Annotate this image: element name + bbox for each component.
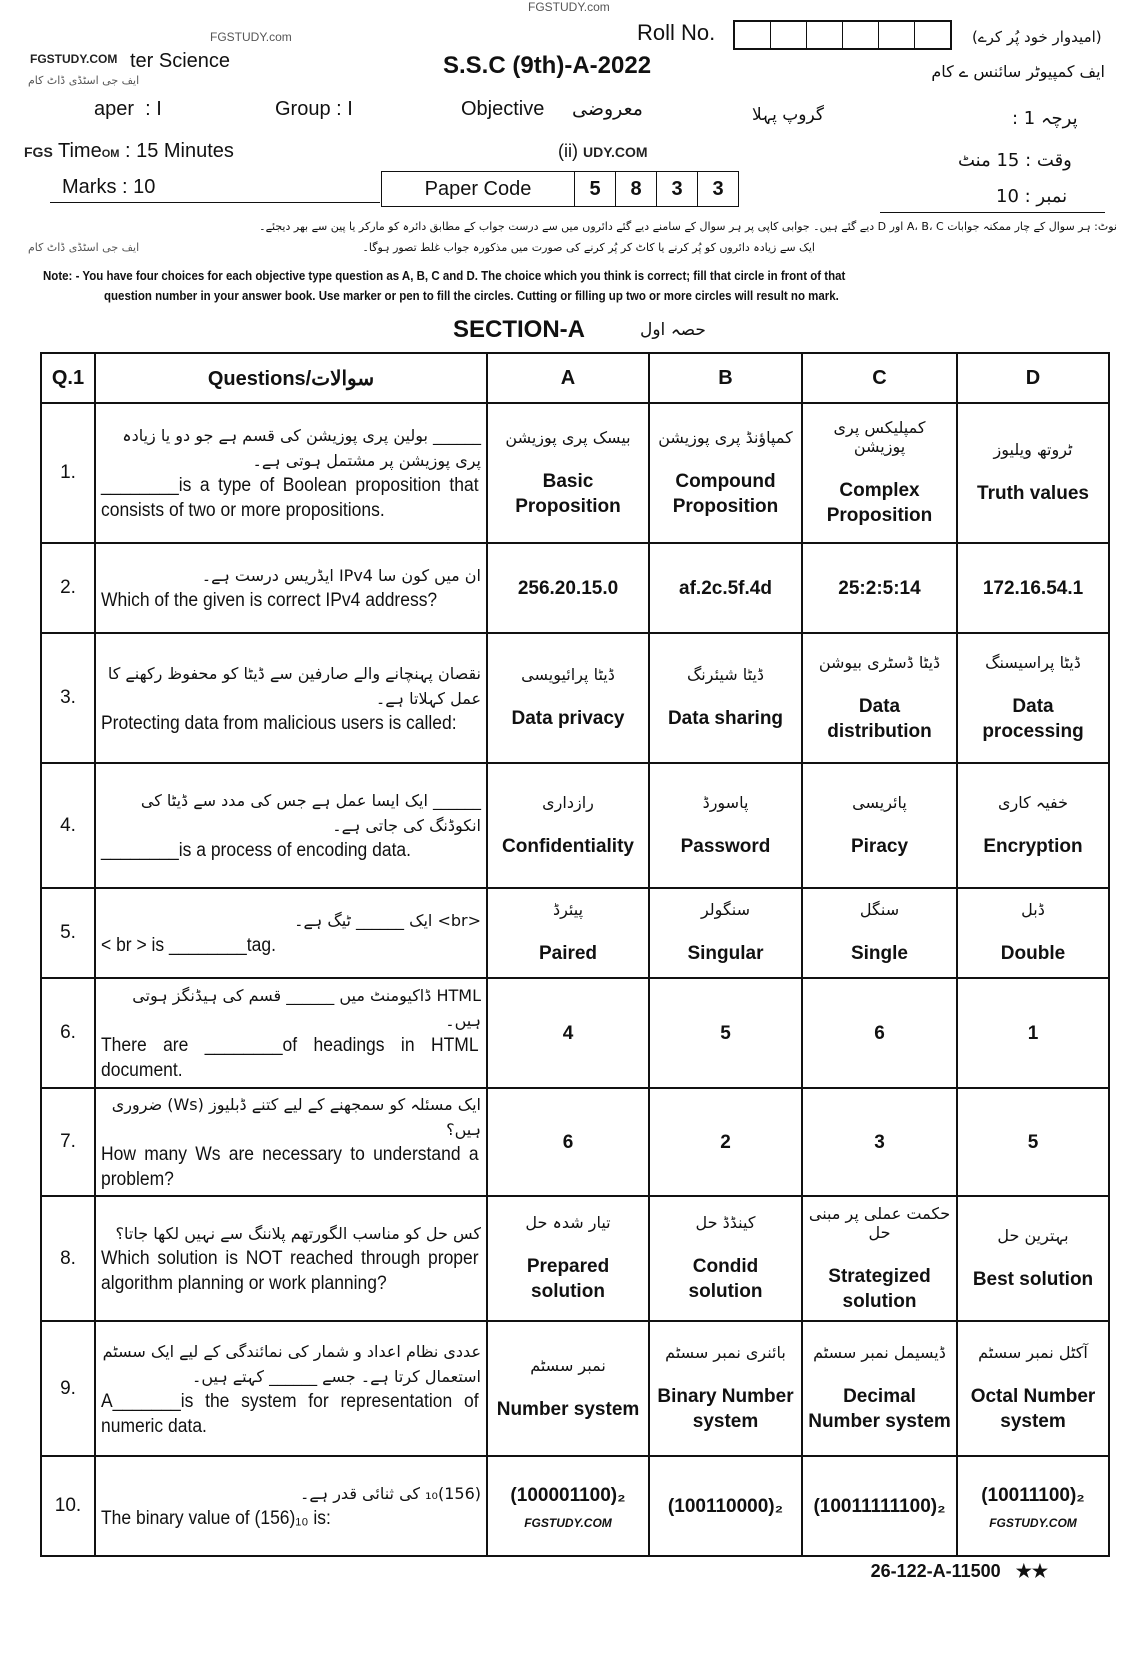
roll-note-urdu: (امیدوار خود پُر کرے) xyxy=(972,28,1102,46)
option-a xyxy=(487,1196,649,1321)
option-urdu: تیار شدہ حل xyxy=(525,1213,611,1232)
question-cell xyxy=(95,1088,487,1196)
option-english: Data distribution xyxy=(827,695,932,742)
marks-urdu: نمبر : 10 xyxy=(996,186,1068,207)
option-urdu: ڈیٹا پراسیسنگ xyxy=(985,652,1081,672)
section-title-urdu: حصہ اول xyxy=(640,320,706,340)
option-d xyxy=(957,978,1109,1088)
option-a xyxy=(487,1321,649,1456)
option-urdu: نمبر سسٹم xyxy=(530,1355,606,1375)
option-a xyxy=(487,1456,649,1556)
option-english: (100110000)₂ xyxy=(667,1495,784,1517)
subject-urdu: ایف کمپیوٹر سائنس ے کام xyxy=(931,62,1105,81)
group-urdu: گروپ پہلا xyxy=(752,105,824,125)
paper-code-label: Paper Code xyxy=(382,172,575,206)
question-cell xyxy=(95,1456,487,1556)
option-urdu: خفیہ کاری xyxy=(997,792,1068,812)
note-urdu-2: ایک سے زیادہ دائروں کو پُر کرنے یا کاٹ کر پُر کرنے کی صورت میں مذکورہ جواب غلط تصور ہوگا۔ xyxy=(362,241,815,254)
question-cell xyxy=(95,978,487,1088)
paper-label xyxy=(94,98,162,121)
option-c xyxy=(802,978,957,1088)
question-cell xyxy=(95,888,487,978)
option-english: (10011100)₂ xyxy=(981,1484,1085,1506)
option-urdu: سنگولر xyxy=(700,900,751,919)
option-urdu: ڈیٹا پرائیویسی xyxy=(521,665,615,684)
question-urdu: (156)₁₀ کی ثنائی قدر ہے۔ xyxy=(299,1484,481,1503)
table-row xyxy=(41,978,1109,1088)
table-row xyxy=(41,1456,1109,1556)
question-english: How many Ws are necessary to understand a problem? xyxy=(101,1144,479,1190)
paper-urdu xyxy=(1012,108,1078,129)
watermark-top: FGSTUDY.com xyxy=(528,0,610,14)
option-english: Data privacy xyxy=(511,708,625,729)
roll-no-label: Roll No. xyxy=(637,20,716,45)
option-english: Compound Proposition xyxy=(672,470,779,517)
paper-code-box xyxy=(381,171,739,207)
marks-label: Marks : 10 xyxy=(62,176,156,198)
header-qno: Q.1 xyxy=(41,353,95,403)
option-urdu: کینڈڈ حل xyxy=(695,1213,756,1232)
time-label xyxy=(24,140,234,163)
question-number: 7. xyxy=(41,1088,95,1196)
option-c xyxy=(802,633,957,763)
option-c xyxy=(802,763,957,888)
option-urdu: پائریسی xyxy=(852,792,907,812)
note-en-1: Note: - You have four choices for each objective type question as A, B, C and D. The choice which you think is correct; fill that circle in front of that xyxy=(43,269,846,283)
question-english: Which solution is NOT reached through proper algorithm planning or work planning? xyxy=(101,1248,479,1294)
group-label: Group : I xyxy=(275,98,353,120)
question-urdu: ______ بولین پری پوزیشن کی قسم ہے جو دو یا زیادہ پری پوزیشن پر مشتمل ہوتی ہے۔ xyxy=(122,426,481,470)
table-row xyxy=(41,403,1109,543)
part-text: (ii) xyxy=(558,141,578,161)
question-cell xyxy=(95,763,487,888)
question-english: There are ________of headings in HTML document. xyxy=(101,1035,479,1081)
option-d xyxy=(957,633,1109,763)
option-urdu: ڈیسیمل نمبر سسٹم xyxy=(813,1343,946,1362)
paper-value: : I xyxy=(145,98,162,120)
watermark-subject: FGSTUDY.COM xyxy=(30,52,118,66)
option-d xyxy=(957,1088,1109,1196)
footer-stars: ★★ xyxy=(1015,1561,1048,1581)
option-b xyxy=(649,403,802,543)
option-english: Strategized solution xyxy=(828,1265,931,1312)
note-urdu-1: نوٹ: ہر سوال کے چار ممکنہ جوابات A، B، C اور D دیے گئے ہیں۔ جوابی کاپی پر ہر سوال کے سامنے دیے گئے دائروں میں سے درست جواب کے مطابق دائرہ کو مارکر یا پین سے بھر دیجئے۔ xyxy=(259,220,1117,233)
option-english: Confidentiality xyxy=(502,835,634,857)
option-b xyxy=(649,888,802,978)
watermark-udy: UDY.COM xyxy=(583,144,648,160)
option-d xyxy=(957,763,1109,888)
option-urdu: ڈیٹا شیئرنگ xyxy=(686,665,765,684)
option-english: Data sharing xyxy=(667,708,784,729)
option-d xyxy=(957,1321,1109,1456)
question-cell xyxy=(95,633,487,763)
table-row xyxy=(41,1088,1109,1196)
question-english: Protecting data from malicious users is called: xyxy=(101,712,457,734)
option-d xyxy=(957,888,1109,978)
divider xyxy=(880,212,1105,213)
option-english: Octal Number system xyxy=(970,1386,1096,1432)
option-a xyxy=(487,403,649,543)
table-row xyxy=(41,633,1109,763)
question-english: ________is a type of Boolean proposition that consists of two or more propositions. xyxy=(101,475,479,521)
option-english: Best solution xyxy=(972,1268,1094,1290)
footer-code-text: 26-122-A-11500 xyxy=(870,1561,1001,1581)
question-number: 3. xyxy=(41,633,95,763)
time-value: : 15 Minutes xyxy=(124,140,234,162)
option-b xyxy=(649,1321,802,1456)
time-label-text: Time xyxy=(57,140,102,162)
question-urdu: کس حل کو مناسب الگورتھم پلاننگ سے نہیں لکھا جاتا؟ xyxy=(115,1224,481,1243)
question-number: 6. xyxy=(41,978,95,1088)
question-number: 2. xyxy=(41,543,95,633)
question-cell xyxy=(95,543,487,633)
option-urdu: کمپلیکس پری پوزیشن xyxy=(833,418,926,456)
roll-no-boxes[interactable] xyxy=(733,20,952,50)
option-a xyxy=(487,633,649,763)
option-english: Prepared solution xyxy=(526,1256,610,1302)
question-number: 5. xyxy=(41,888,95,978)
question-urdu: عددی نظام اعداد و شمار کی نمائندگی کے لیے ایک سسٹم استعمال کرتا ہے۔ جسے ______ کہتے ہیں۔ xyxy=(102,1341,481,1386)
option-english: Condid solution xyxy=(688,1256,763,1302)
question-english: ________is a process of encoding data. xyxy=(101,840,412,861)
note-en-2: question number in your answer book. Use marker or pen to fill the circles. Cutting or filling up two or more circles will result no mark. xyxy=(104,289,839,303)
question-number: 10. xyxy=(41,1456,95,1556)
option-english: 25:2:5:14 xyxy=(838,577,921,599)
option-urdu: بائنری نمبر سسٹم xyxy=(665,1343,786,1362)
table-row xyxy=(41,1196,1109,1321)
question-urdu: ______ ایک ایسا عمل ہے جس کی مدد سے ڈیٹا کی انکوڈنگ کی جاتی ہے۔ xyxy=(140,791,481,835)
option-urdu: بیسک پری پوزیشن xyxy=(505,427,631,447)
table-wrapper xyxy=(40,352,1108,1582)
question-cell xyxy=(95,1321,487,1456)
part-label xyxy=(558,141,648,162)
option-a xyxy=(487,978,649,1088)
question-number: 1. xyxy=(41,403,95,543)
paper-code-digit: 3 xyxy=(657,172,698,206)
option-urdu: رازداری xyxy=(542,792,594,812)
questions-table xyxy=(40,352,1110,1557)
table-header-row xyxy=(41,353,1109,403)
option-d xyxy=(957,543,1109,633)
table-row xyxy=(41,763,1109,888)
option-english: Data processing xyxy=(982,695,1084,742)
option-english: af.2c.5f.4d xyxy=(679,577,772,599)
option-a xyxy=(487,1088,649,1196)
option-urdu: ڈبل xyxy=(1021,900,1045,919)
option-urdu: بہترین حل xyxy=(997,1225,1069,1245)
watermark-om: OM xyxy=(101,148,120,160)
option-c xyxy=(802,543,957,633)
option-english: Decimal Number system xyxy=(808,1386,951,1432)
watermark-urdu: ایف جی اسٹڈی ڈاٹ کام xyxy=(28,74,140,87)
option-english: Paired xyxy=(538,943,598,964)
paper-urdu-label: پرچہ xyxy=(1040,108,1078,129)
option-english: Single xyxy=(850,943,908,964)
paper-code-digit: 5 xyxy=(575,172,616,206)
question-english: The binary value of (156)₁₀ is: xyxy=(101,1508,331,1529)
objective-urdu: معروضی xyxy=(572,98,643,120)
subject-en: ter Science xyxy=(130,50,231,72)
option-b xyxy=(649,633,802,763)
watermark-cell: FGSTUDY.COM xyxy=(524,1515,612,1530)
option-english: Number system xyxy=(496,1398,640,1420)
time-urdu: وقت : 15 منٹ xyxy=(958,150,1072,171)
option-english: 5 xyxy=(1027,1131,1039,1153)
option-c xyxy=(802,1321,957,1456)
option-b xyxy=(649,763,802,888)
option-c xyxy=(802,1456,957,1556)
option-d xyxy=(957,1196,1109,1321)
option-english: Singular xyxy=(687,943,764,964)
option-urdu: ڈیٹا ڈسٹری بیوشن xyxy=(818,652,941,672)
option-b xyxy=(649,1088,802,1196)
objective-label: Objective xyxy=(461,98,545,120)
watermark-cell: FGSTUDY.COM xyxy=(989,1515,1077,1530)
option-english: Basic Proposition xyxy=(515,470,621,517)
question-urdu: نقصان پہنچانے والے صارفین سے ڈیٹا کو محفوظ رکھنے کا عمل کہلاتا ہے۔ xyxy=(107,663,481,708)
question-cell xyxy=(95,403,487,543)
header-questions: Questions/سوالات xyxy=(95,353,487,403)
question-english: Which of the given is correct IPv4 address? xyxy=(101,590,438,611)
option-english: 4 xyxy=(562,1022,574,1044)
option-urdu: سنگل xyxy=(859,900,900,919)
option-b xyxy=(649,543,802,633)
paper-label-text: aper xyxy=(94,98,135,120)
option-urdu: پیئرڈ xyxy=(552,900,584,919)
header-d: D xyxy=(957,353,1109,403)
option-d xyxy=(957,403,1109,543)
option-english: 2 xyxy=(720,1131,731,1153)
option-d xyxy=(957,1456,1109,1556)
watermark-left: FGSTUDY.com xyxy=(210,30,292,44)
question-english: A_______is the system for representation of numeric data. xyxy=(101,1390,479,1437)
watermark-urdu-2: ایف جی اسٹڈی ڈاٹ کام xyxy=(28,241,140,254)
question-number: 8. xyxy=(41,1196,95,1321)
option-a xyxy=(487,888,649,978)
option-urdu: حکمت عملی پر مبنی حل xyxy=(808,1203,951,1242)
paper-urdu-value: 1 : xyxy=(1012,108,1036,129)
option-english: 256.20.15.0 xyxy=(517,577,619,599)
option-english: 6 xyxy=(562,1131,574,1153)
question-urdu: HTML ڈاکیومنٹ میں ______ قسم کی ہیڈنگز ہوتی ہیں۔ xyxy=(132,986,481,1030)
option-a xyxy=(487,763,649,888)
option-b xyxy=(649,978,802,1088)
header-a: A xyxy=(487,353,649,403)
table-row xyxy=(41,888,1109,978)
option-english: Password xyxy=(680,835,771,857)
option-english: 1 xyxy=(1027,1022,1039,1044)
option-c xyxy=(802,888,957,978)
option-a xyxy=(487,543,649,633)
option-c xyxy=(802,403,957,543)
section-title: SECTION-A xyxy=(453,316,585,343)
option-english: (10011111100)₂ xyxy=(813,1495,946,1517)
option-english: Double xyxy=(1000,943,1066,964)
option-english: 3 xyxy=(874,1131,885,1153)
option-english: 5 xyxy=(720,1022,731,1044)
option-urdu: آکٹل نمبر سسٹم xyxy=(978,1343,1088,1362)
option-english: 6 xyxy=(874,1022,885,1044)
divider xyxy=(50,202,380,203)
header-b: B xyxy=(649,353,802,403)
question-urdu: ان میں کون سا IPv4 ایڈریس درست ہے۔ xyxy=(201,566,481,585)
question-number: 9. xyxy=(41,1321,95,1456)
option-english: 172.16.54.1 xyxy=(982,577,1084,599)
option-english: Encryption xyxy=(983,835,1083,857)
watermark-fgs: FGS xyxy=(24,144,53,160)
option-urdu: کمپاؤنڈ پری پوزیشن xyxy=(658,427,793,447)
option-c xyxy=(802,1196,957,1321)
question-urdu: <br> ایک ______ ٹیگ ہے۔ xyxy=(294,911,481,930)
option-english: (100001100)₂ xyxy=(510,1484,626,1506)
option-english: Truth values xyxy=(977,483,1089,504)
footer-code xyxy=(40,1557,1108,1582)
question-english: < br > is ________tag. xyxy=(101,935,276,956)
paper-code-digit: 3 xyxy=(712,177,724,200)
option-english: Piracy xyxy=(850,835,909,857)
option-c xyxy=(802,1088,957,1196)
question-cell xyxy=(95,1196,487,1321)
option-b xyxy=(649,1196,802,1321)
table-row xyxy=(41,543,1109,633)
exam-title: S.S.C (9th)-A-2022 xyxy=(443,52,652,79)
table-row xyxy=(41,1321,1109,1456)
option-english: Complex Proposition xyxy=(826,480,933,526)
paper-code-digit: 8 xyxy=(616,172,657,206)
option-b xyxy=(649,1456,802,1556)
option-urdu: ٹروتھ ویلیوز xyxy=(993,440,1073,459)
option-english: Binary Number system xyxy=(657,1386,794,1432)
question-urdu: ایک مسئلہ کو سمجھنے کے لیے کتنے ڈبلیوز (Ws) ضروری ہیں؟ xyxy=(111,1095,481,1139)
question-number: 4. xyxy=(41,763,95,888)
option-urdu: پاسورڈ xyxy=(702,792,749,812)
header-c: C xyxy=(802,353,957,403)
